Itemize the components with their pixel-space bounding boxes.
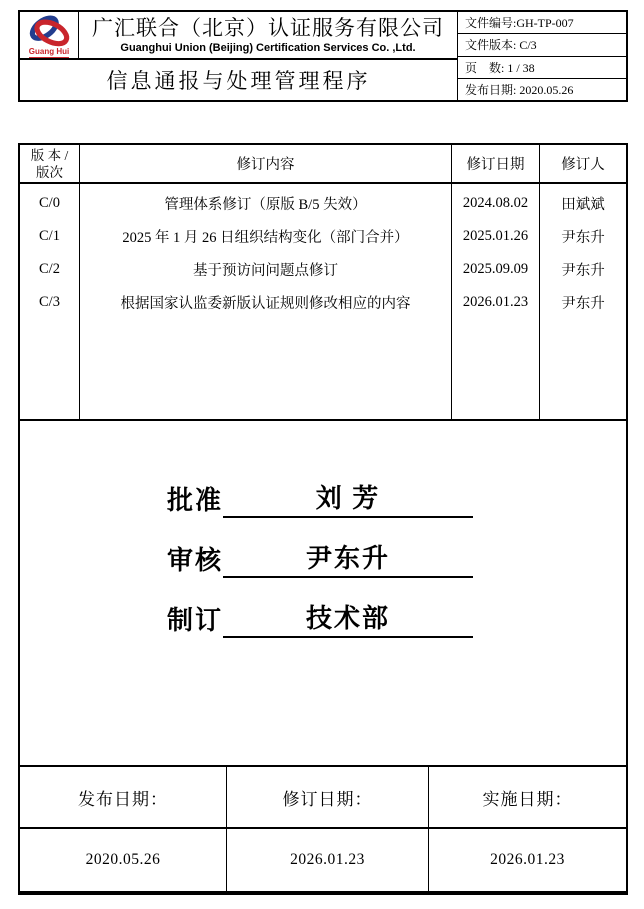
header-table (18, 10, 628, 102)
revision-version: C/1 (39, 228, 60, 244)
review-label: 审核 (167, 546, 224, 575)
content-column (80, 184, 452, 419)
revision-date: 2025.09.09 (462, 261, 529, 277)
release-date-label: 发布日期： (20, 767, 227, 827)
approval-row (167, 485, 473, 518)
logo-wordmark: Guang Hui (28, 46, 70, 56)
revision-version: C/3 (39, 294, 60, 310)
approval-region (20, 421, 626, 767)
revision-person: 田斌斌 (561, 197, 605, 213)
draft-label: 制订 (167, 606, 224, 635)
doc-pages-row: 页 数: 1 / 38 (458, 57, 626, 79)
header-left-region (20, 12, 458, 100)
approval-row (167, 605, 473, 638)
revision-date-label: 修订日期： (227, 767, 429, 827)
company-name-cell (79, 12, 457, 58)
revision-date: 2025.01.26 (462, 228, 529, 244)
guanghui-logo-icon (26, 15, 72, 47)
implementation-date-value: 2026.01.23 (490, 851, 565, 868)
version-header-line1: 版 本 / (30, 147, 69, 163)
company-name-cn: 广汇联合（北京）认证服务有限公司 (92, 15, 444, 40)
revision-date: 2024.08.02 (462, 195, 529, 211)
release-date-value: 2020.05.26 (20, 829, 227, 891)
revision-version: C/0 (39, 195, 60, 211)
date-column (452, 184, 540, 419)
footer-value-row (20, 827, 626, 891)
document-title: 信息通报与处理管理程序 (106, 69, 371, 93)
review-signature: 尹东升 (223, 538, 473, 578)
date-column-header: 修订日期 (452, 145, 540, 182)
company-row (20, 12, 457, 60)
revision-table-body (20, 184, 626, 421)
revision-content: 2025 年 1 月 26 日组织结构变化（部门合并） (122, 230, 409, 246)
approve-signature: 刘 芳 (223, 478, 473, 518)
revision-content: 根据国家认监委新版认证规则修改相应的内容 (120, 296, 411, 312)
revision-person: 尹东升 (561, 296, 605, 312)
revision-content: 基于预访问问题点修订 (193, 263, 338, 279)
revision-version: C/2 (39, 261, 60, 277)
revision-date: 2026.01.23 (462, 294, 529, 310)
revision-table-header (20, 145, 626, 184)
content-column-header: 修订内容 (80, 145, 452, 182)
doc-issue-date-row: 发布日期: 2020.05.26 (465, 82, 574, 97)
footer-label-row (20, 767, 626, 827)
revision-content: 管理体系修订（原版 B/5 失效） (164, 197, 367, 213)
person-column-header: 修订人 (561, 157, 605, 173)
version-column-header (20, 145, 80, 182)
revision-person: 尹东升 (561, 230, 605, 246)
main-table (18, 143, 628, 895)
revision-date-value: 2026.01.23 (227, 829, 429, 891)
person-column (540, 184, 626, 419)
company-name-en: Guanghui Union (Beijing) Certification Services Co. ,Ltd. (120, 41, 416, 54)
approve-label: 批准 (167, 486, 224, 515)
revision-person: 尹东升 (561, 263, 605, 279)
version-column (20, 184, 80, 419)
document-info-box (458, 12, 626, 100)
draft-signature: 技术部 (223, 598, 473, 638)
implementation-date-label: 实施日期： (482, 789, 573, 809)
approval-row (167, 545, 473, 578)
logo-cell (20, 12, 79, 58)
version-header-line2: 版次 (36, 164, 63, 180)
doc-version-row: 文件版本: C/3 (458, 34, 626, 56)
doc-number-row: 文件编号:GH-TP-007 (458, 12, 626, 34)
